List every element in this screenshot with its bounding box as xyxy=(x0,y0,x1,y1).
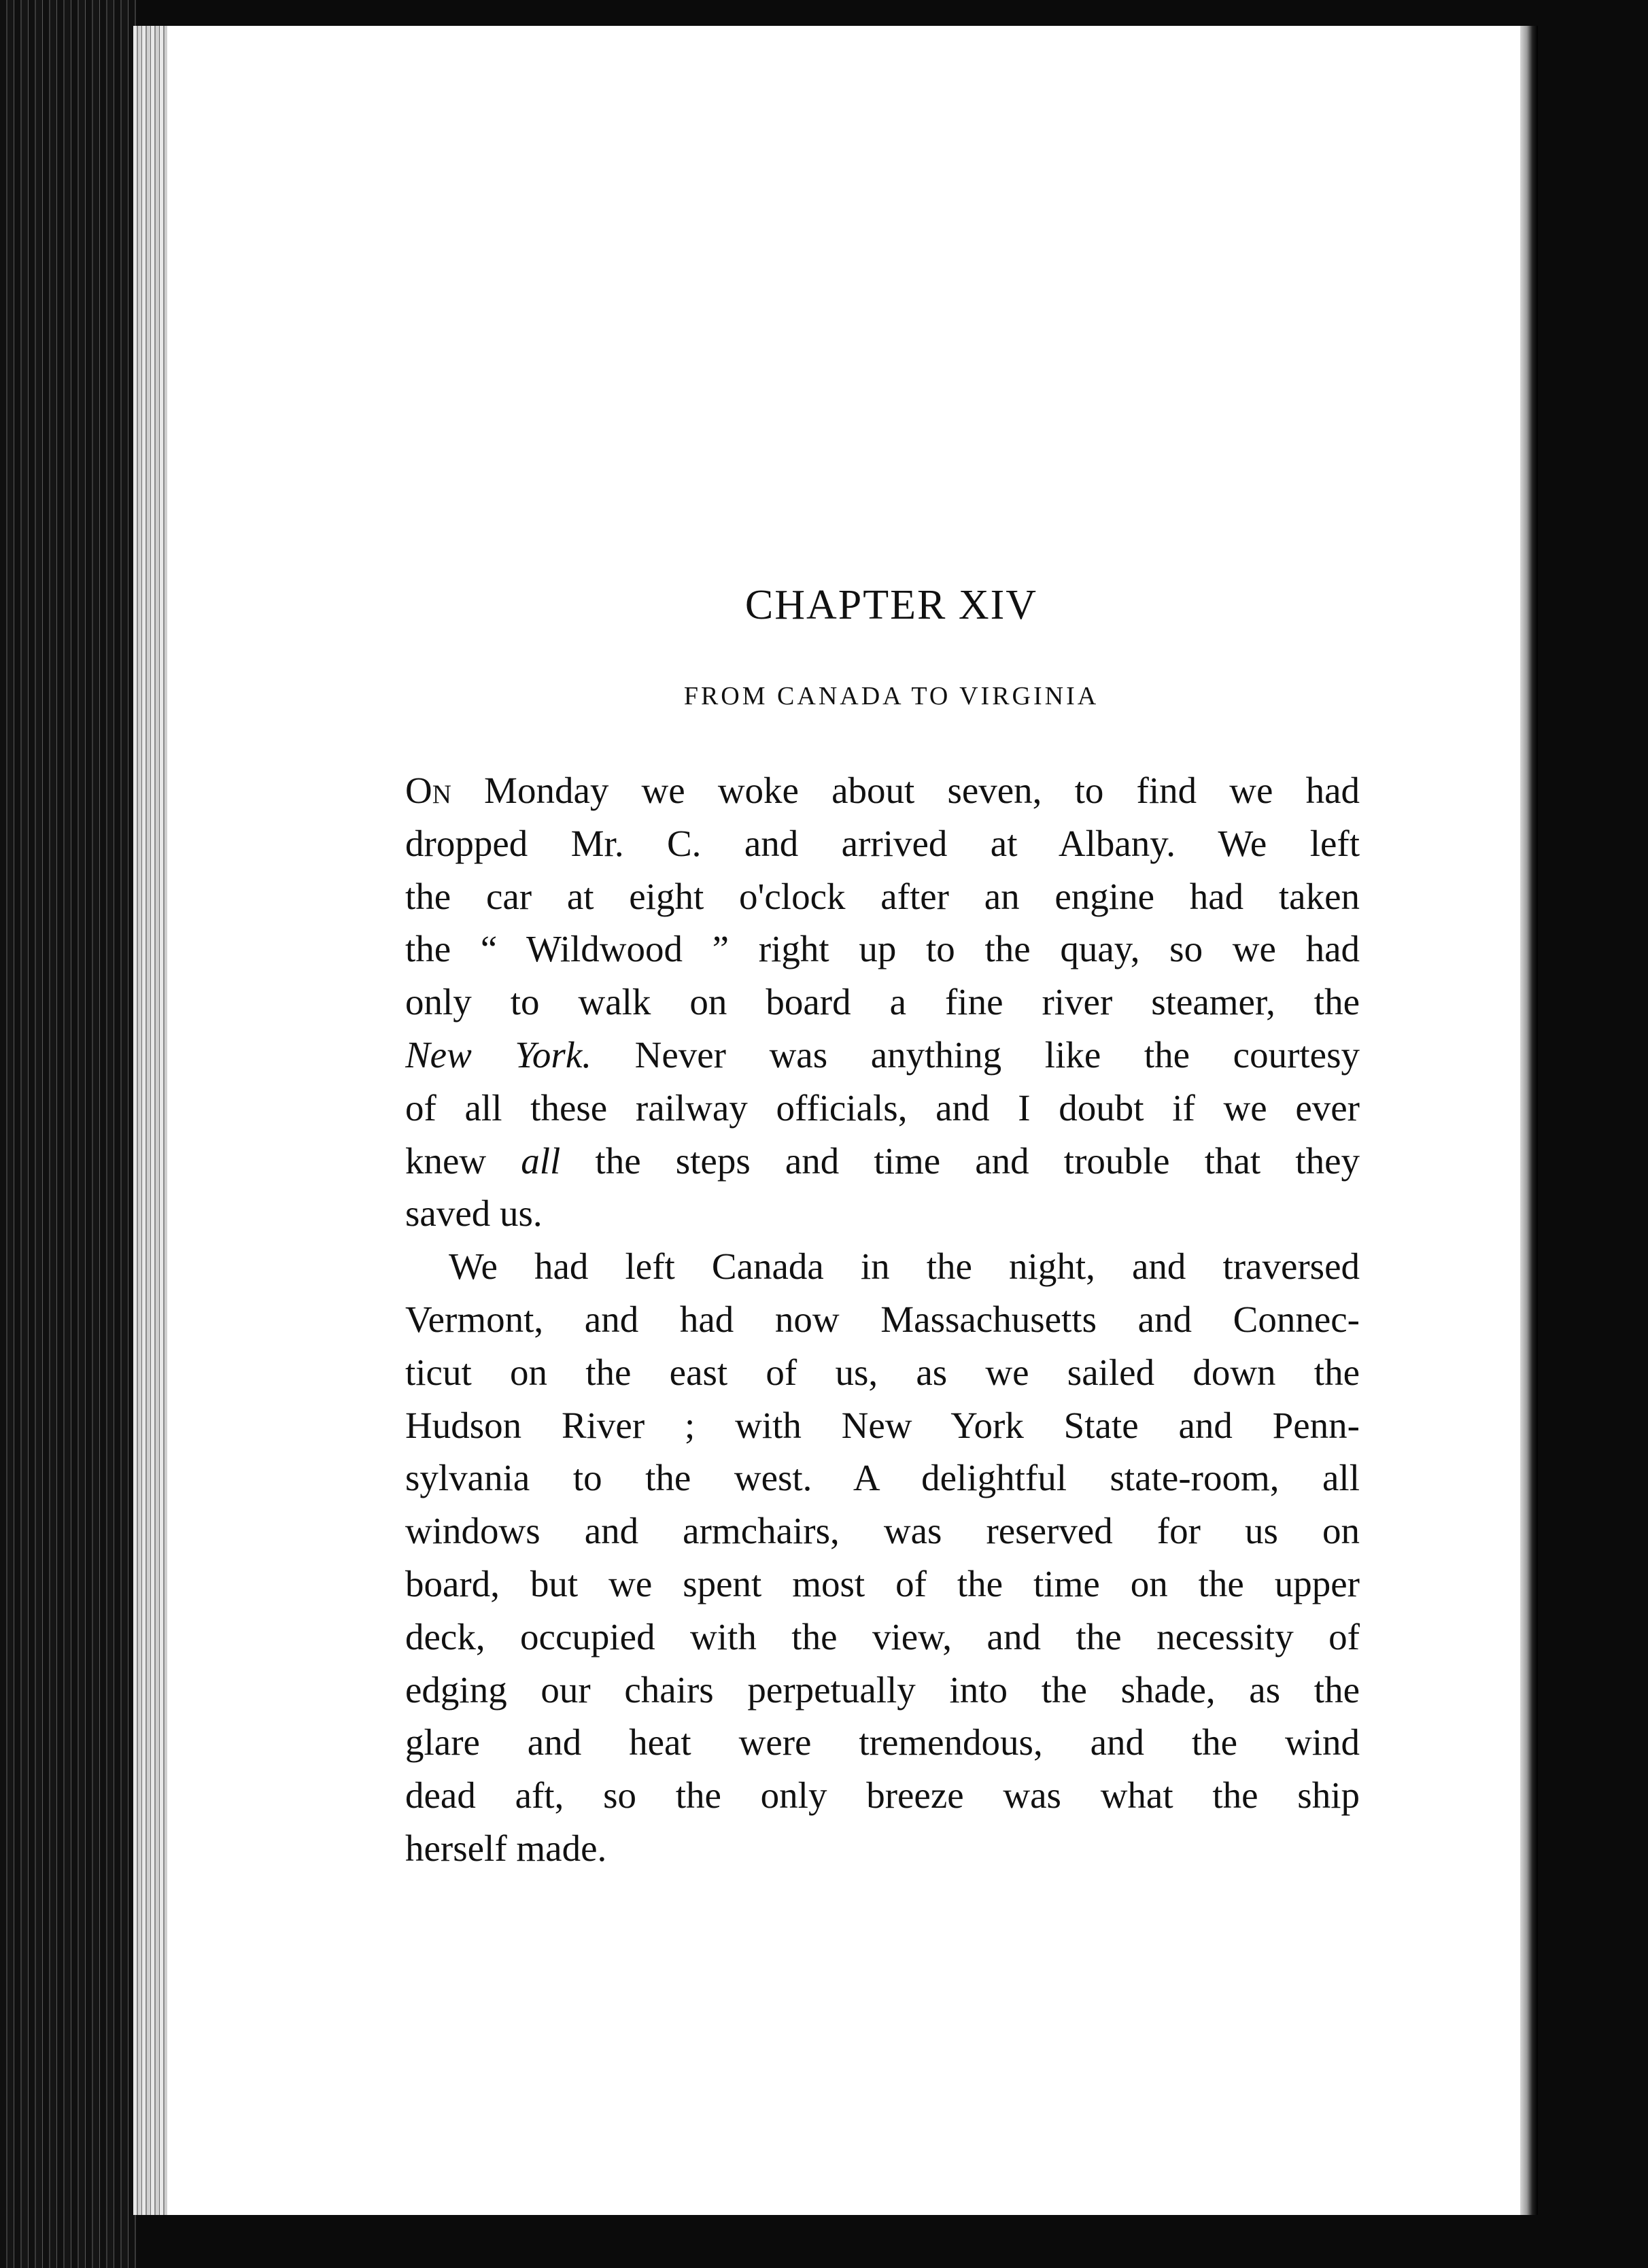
italic-ship-name: New York. xyxy=(405,1033,591,1076)
text-line: of all these railway officials, and I doubt if we ever xyxy=(405,1086,1360,1129)
book-spine-edge xyxy=(0,0,136,2268)
text-line: the car at eight o'clock after an engine had taken xyxy=(405,875,1360,917)
text-line: Hudson River ; with New York State and Penn- xyxy=(405,1404,1360,1446)
text-line: windows and armchairs, was reserved for us on xyxy=(405,1510,1360,1552)
opening-smallcaps: On xyxy=(405,770,451,811)
text-line: edging our chairs perpetually into the shade, as the xyxy=(405,1668,1360,1711)
chapter-subtitle: FROM CANADA TO VIRGINIA xyxy=(683,682,1099,710)
text-line: We had left Canada in the night, and traversed xyxy=(449,1245,1360,1288)
paragraph-1 xyxy=(405,764,1360,1240)
italic-emphasis: all xyxy=(521,1139,561,1182)
paragraph-2 xyxy=(405,1240,1360,1875)
text-line: dropped Mr. C. and arrived at Albany. We left xyxy=(405,822,1360,864)
text-line: New York. Never was anything like the courtesy xyxy=(405,1033,1360,1076)
text-line: glare and heat were tremendous, and the wind xyxy=(405,1721,1360,1764)
text-line: Vermont, and had now Massachusetts and Connec- xyxy=(405,1298,1360,1340)
text-line: knew all the steps and time and trouble that they xyxy=(405,1139,1360,1182)
text-line: deck, occupied with the view, and the necessity of xyxy=(405,1615,1360,1657)
chapter-title: CHAPTER XIV xyxy=(744,582,1038,628)
text-line: sylvania to the west. A delightful state-room, all xyxy=(405,1457,1360,1499)
text-line: saved us. xyxy=(405,1192,543,1235)
text-line: On Monday we woke about seven, to find we had xyxy=(405,770,1360,811)
text-line: herself made. xyxy=(405,1827,607,1869)
chapter-body xyxy=(405,764,1360,1875)
text-line: only to walk on board a fine river steamer, the xyxy=(405,981,1360,1023)
text-line: board, but we spent most of the time on the upper xyxy=(405,1562,1360,1604)
page-stack-edge xyxy=(133,26,167,2215)
page-right-edge xyxy=(1520,26,1538,2215)
text-line: dead aft, so the only breeze was what the ship xyxy=(405,1774,1360,1817)
text-line: ticut on the east of us, as we sailed down the xyxy=(405,1351,1360,1393)
text-line: the “ Wildwood ” right up to the quay, so we had xyxy=(405,928,1360,970)
